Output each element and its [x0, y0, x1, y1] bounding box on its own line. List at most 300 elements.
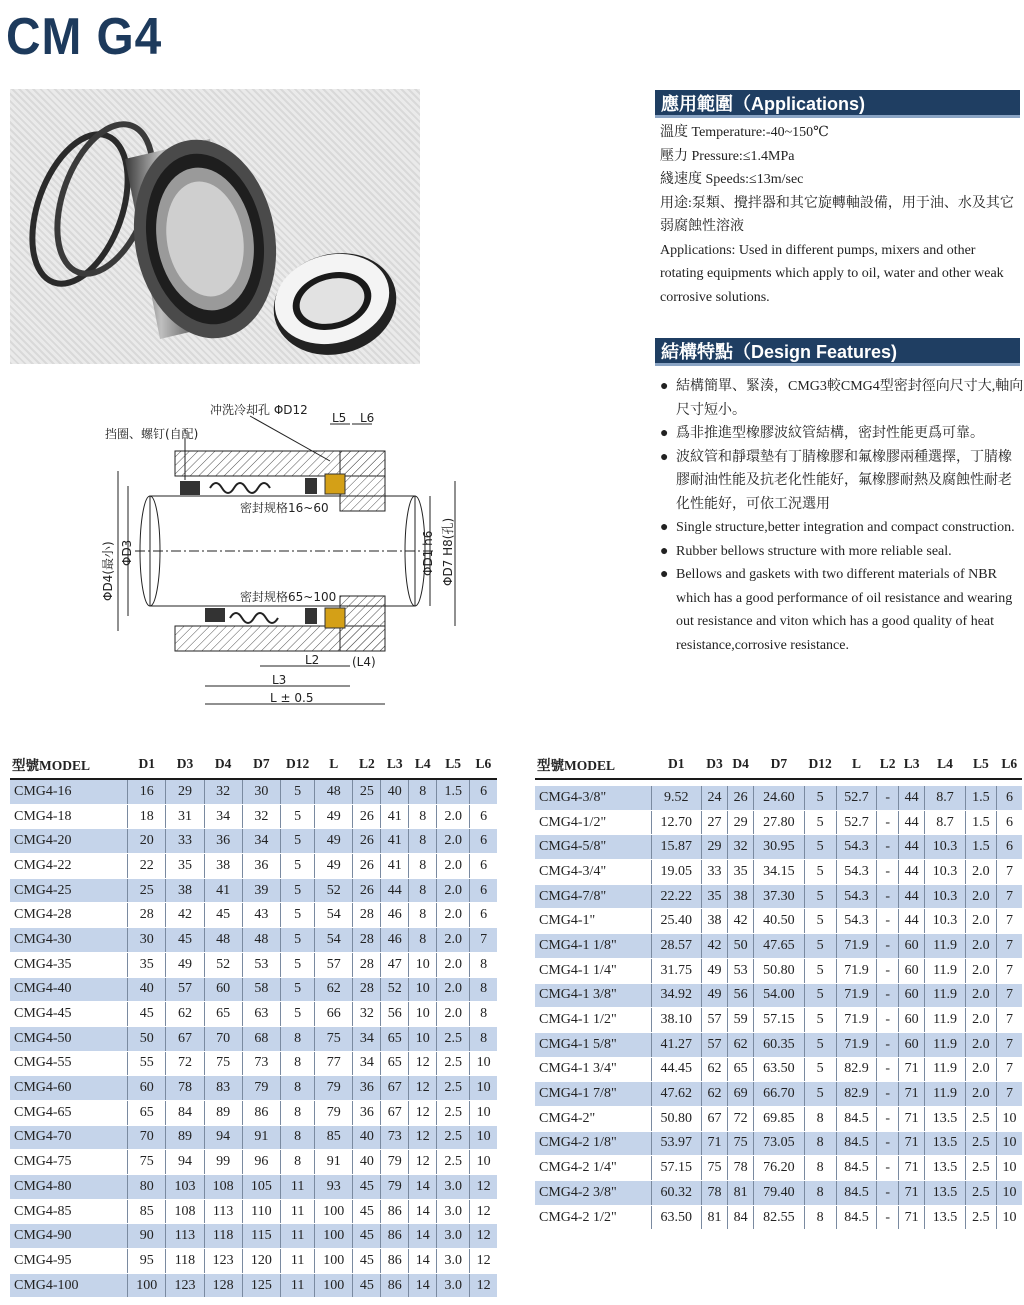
value-cell: 65 [204, 1002, 242, 1027]
model-cell: CMG4-3/4" [535, 860, 651, 885]
value-cell: 84.5 [836, 1205, 877, 1230]
value-cell: 28 [353, 903, 381, 928]
value-cell: 2.5 [437, 1150, 470, 1175]
value-cell: 71 [899, 1106, 925, 1131]
value-cell: 5 [804, 884, 836, 909]
table-row [10, 1076, 497, 1101]
label-L3: L3 [272, 673, 287, 687]
value-cell: 54 [315, 903, 353, 928]
value-cell: 49 [701, 983, 727, 1008]
usage-cn: 用途:泵類、攪拌器和其它旋轉軸設備，用于油、水及其它弱腐蝕性溶液 [660, 195, 1014, 234]
value-cell: 11.9 [925, 958, 966, 983]
table-row [10, 878, 497, 903]
value-cell: 71.9 [836, 934, 877, 959]
value-cell: 89 [166, 1125, 204, 1150]
value-cell: 48 [204, 928, 242, 953]
value-cell: 8 [804, 1181, 836, 1206]
value-cell: 52.7 [836, 810, 877, 835]
column-header: L [836, 750, 877, 779]
value-cell: 13.5 [925, 1106, 966, 1131]
table-row [535, 983, 1022, 1008]
value-cell: 85 [128, 1199, 166, 1224]
value-cell: 79.40 [754, 1181, 804, 1206]
value-cell: 6 [470, 804, 497, 829]
bullet-icon: ● [660, 567, 669, 582]
value-cell: 78 [166, 1076, 204, 1101]
table-row [10, 928, 497, 953]
value-cell: 10.3 [925, 835, 966, 860]
table-header-row [535, 750, 1022, 779]
value-cell: 30 [242, 779, 280, 804]
label-D1: ΦD1 h6 [421, 530, 435, 576]
value-cell: 8.7 [925, 786, 966, 810]
table-row [535, 1205, 1022, 1230]
value-cell: 35 [166, 854, 204, 879]
value-cell: 28 [353, 928, 381, 953]
value-cell: 44 [381, 878, 409, 903]
value-cell: 43 [242, 903, 280, 928]
value-cell: 1.5 [437, 779, 470, 804]
value-cell: 10 [409, 977, 437, 1002]
column-header: L3 [899, 750, 925, 779]
value-cell: 91 [315, 1150, 353, 1175]
bullet-icon: ● [660, 520, 669, 535]
value-cell: 25.40 [651, 909, 701, 934]
model-cell: CMG4-45 [10, 1002, 128, 1027]
usage-en: Applications: Used in different pumps, mixers and other rotating equipments which apply to oil, water and other weak corrosive solutions. [660, 242, 1004, 305]
value-cell: 103 [166, 1175, 204, 1200]
product-photo [10, 89, 420, 364]
column-header: L2 [877, 750, 899, 779]
value-cell: 60.35 [754, 1032, 804, 1057]
value-cell: 10 [470, 1150, 497, 1175]
model-cell: CMG4-75 [10, 1150, 128, 1175]
value-cell: 6 [996, 810, 1022, 835]
value-cell: 60 [899, 1008, 925, 1033]
value-cell: 95 [128, 1249, 166, 1274]
column-header: L [315, 750, 353, 779]
value-cell: 94 [166, 1150, 204, 1175]
value-cell: 99 [204, 1150, 242, 1175]
speed-line: 綫速度 Speeds:≤13m/sec [660, 172, 804, 187]
value-cell: 2.0 [965, 884, 996, 909]
value-cell: 13.5 [925, 1131, 966, 1156]
value-cell: - [877, 909, 899, 934]
value-cell: 2.0 [965, 1032, 996, 1057]
value-cell: 5 [804, 1057, 836, 1082]
value-cell: 84.5 [836, 1131, 877, 1156]
value-cell: 45 [353, 1175, 381, 1200]
value-cell: 79 [381, 1150, 409, 1175]
value-cell: 113 [204, 1199, 242, 1224]
table-row [535, 958, 1022, 983]
label-L6: L6 [360, 411, 375, 425]
column-header: D12 [804, 750, 836, 779]
value-cell: - [877, 1057, 899, 1082]
value-cell: 50.80 [754, 958, 804, 983]
value-cell: 40 [128, 977, 166, 1002]
value-cell: 33 [166, 829, 204, 854]
value-cell: 3.0 [437, 1249, 470, 1274]
value-cell: 59 [728, 1008, 754, 1033]
feature-text: Single structure,better integration and compact construction. [676, 520, 1015, 535]
value-cell: 8 [470, 952, 497, 977]
value-cell: 50.80 [651, 1106, 701, 1131]
value-cell: 100 [315, 1249, 353, 1274]
page-title: CM G4 [6, 8, 163, 66]
model-cell: CMG4-18 [10, 804, 128, 829]
value-cell: 108 [166, 1199, 204, 1224]
value-cell: 2.0 [437, 1002, 470, 1027]
value-cell: 25 [353, 779, 381, 804]
value-cell: 8 [281, 1051, 315, 1076]
value-cell: 75 [701, 1156, 727, 1181]
value-cell: 41 [381, 829, 409, 854]
table-row [535, 1057, 1022, 1082]
table-row [10, 804, 497, 829]
value-cell: 37.30 [754, 884, 804, 909]
model-cell: CMG4-1 3/4" [535, 1057, 651, 1082]
value-cell: 86 [381, 1199, 409, 1224]
column-header: D3 [701, 750, 727, 779]
value-cell: 5 [804, 1032, 836, 1057]
value-cell: 32 [353, 1002, 381, 1027]
applications-heading: 應用範圍（Applications) [655, 90, 1020, 118]
value-cell: 40 [353, 1125, 381, 1150]
value-cell: 41.27 [651, 1032, 701, 1057]
value-cell: 100 [315, 1224, 353, 1249]
value-cell: 2.0 [965, 1057, 996, 1082]
value-cell: 35 [728, 860, 754, 885]
value-cell: 2.0 [437, 854, 470, 879]
table-row [10, 903, 497, 928]
value-cell: 62 [701, 1057, 727, 1082]
value-cell: 34 [204, 804, 242, 829]
value-cell: 34 [353, 1051, 381, 1076]
value-cell: 100 [315, 1273, 353, 1298]
model-cell: CMG4-85 [10, 1199, 128, 1224]
feature-text: Rubber bellows structure with more reliable seal. [676, 543, 952, 559]
table-row [10, 952, 497, 977]
value-cell: 71.9 [836, 958, 877, 983]
value-cell: 28 [353, 952, 381, 977]
label-L: L ± 0.5 [270, 691, 314, 705]
value-cell: 45 [353, 1273, 381, 1298]
value-cell: 57 [166, 977, 204, 1002]
value-cell: 5 [281, 878, 315, 903]
value-cell: 75 [728, 1131, 754, 1156]
value-cell: 118 [166, 1249, 204, 1274]
value-cell: 10.3 [925, 884, 966, 909]
value-cell: 10 [470, 1100, 497, 1125]
value-cell: 73 [242, 1051, 280, 1076]
value-cell: 71 [899, 1156, 925, 1181]
value-cell: 1.5 [965, 810, 996, 835]
value-cell: 48 [315, 779, 353, 804]
value-cell: 49 [166, 952, 204, 977]
value-cell: 44 [899, 835, 925, 860]
value-cell: 86 [381, 1224, 409, 1249]
value-cell: 65 [381, 1026, 409, 1051]
value-cell: 54.3 [836, 884, 877, 909]
value-cell: 2.5 [437, 1051, 470, 1076]
value-cell: 26 [353, 829, 381, 854]
value-cell: 13.5 [925, 1156, 966, 1181]
value-cell: 12 [409, 1150, 437, 1175]
value-cell: 13.5 [925, 1205, 966, 1230]
value-cell: 10 [470, 1076, 497, 1101]
table-row [10, 977, 497, 1002]
value-cell: 82.55 [754, 1205, 804, 1230]
value-cell: 24.60 [754, 786, 804, 810]
value-cell: 52.7 [836, 786, 877, 810]
value-cell: 2.5 [437, 1100, 470, 1125]
value-cell: - [877, 958, 899, 983]
table-header-row [10, 750, 497, 779]
value-cell: - [877, 1032, 899, 1057]
column-header: D12 [281, 750, 315, 779]
value-cell: 5 [281, 779, 315, 804]
value-cell: - [877, 810, 899, 835]
value-cell: 50 [128, 1026, 166, 1051]
value-cell: 47.62 [651, 1082, 701, 1107]
value-cell: - [877, 786, 899, 810]
value-cell: 60 [899, 958, 925, 983]
value-cell: 56 [381, 1002, 409, 1027]
value-cell: 52 [381, 977, 409, 1002]
feature-text: 結構簡單、緊湊，CMG3較CMG4型密封徑向尺寸大,軸向尺寸短小。 [676, 379, 1024, 418]
value-cell: 105 [242, 1175, 280, 1200]
value-cell: 45 [166, 928, 204, 953]
value-cell: 29 [166, 779, 204, 804]
value-cell: 12 [470, 1224, 497, 1249]
value-cell: 2.0 [437, 829, 470, 854]
table-row [10, 1224, 497, 1249]
value-cell: 113 [166, 1224, 204, 1249]
value-cell: 42 [728, 909, 754, 934]
model-cell: CMG4-50 [10, 1026, 128, 1051]
value-cell: 9.52 [651, 786, 701, 810]
model-cell: CMG4-65 [10, 1100, 128, 1125]
value-cell: 53 [242, 952, 280, 977]
model-cell: CMG4-2 1/8" [535, 1131, 651, 1156]
value-cell: 15.87 [651, 835, 701, 860]
value-cell: 47.65 [754, 934, 804, 959]
column-header: D7 [242, 750, 280, 779]
value-cell: 27 [701, 810, 727, 835]
column-header: L3 [381, 750, 409, 779]
value-cell: 2.5 [437, 1125, 470, 1150]
value-cell: 2.0 [437, 977, 470, 1002]
value-cell: 38 [166, 878, 204, 903]
value-cell: 33 [701, 860, 727, 885]
value-cell: - [877, 860, 899, 885]
value-cell: 48 [242, 928, 280, 953]
value-cell: 57 [701, 1008, 727, 1033]
table-row [535, 810, 1022, 835]
value-cell: 79 [242, 1076, 280, 1101]
value-cell: 78 [701, 1181, 727, 1206]
value-cell: 57 [701, 1032, 727, 1057]
value-cell: 2.0 [965, 934, 996, 959]
value-cell: 110 [242, 1199, 280, 1224]
value-cell: 73.05 [754, 1131, 804, 1156]
value-cell: 2.0 [437, 928, 470, 953]
value-cell: 40.50 [754, 909, 804, 934]
value-cell: 125 [242, 1273, 280, 1298]
model-cell: CMG4-25 [10, 878, 128, 903]
table-row [10, 1051, 497, 1076]
value-cell: 7 [996, 1008, 1022, 1033]
value-cell: 44 [899, 909, 925, 934]
model-cell: CMG4-30 [10, 928, 128, 953]
column-header: D1 [128, 750, 166, 779]
column-header: D4 [204, 750, 242, 779]
value-cell: 5 [804, 983, 836, 1008]
value-cell: 2.5 [965, 1205, 996, 1230]
value-cell: 71 [899, 1181, 925, 1206]
model-cell: CMG4-2 3/8" [535, 1181, 651, 1206]
value-cell: 93 [315, 1175, 353, 1200]
value-cell: 36 [242, 854, 280, 879]
value-cell: 71 [899, 1205, 925, 1230]
value-cell: - [877, 1156, 899, 1181]
value-cell: 2.0 [437, 804, 470, 829]
value-cell: 34 [242, 829, 280, 854]
table-row [10, 1150, 497, 1175]
value-cell: 32 [204, 779, 242, 804]
value-cell: 29 [701, 835, 727, 860]
value-cell: 26 [353, 804, 381, 829]
value-cell: 36 [353, 1100, 381, 1125]
value-cell: 120 [242, 1249, 280, 1274]
value-cell: 12 [470, 1249, 497, 1274]
model-cell: CMG4-60 [10, 1076, 128, 1101]
value-cell: 46 [381, 928, 409, 953]
value-cell: 14 [409, 1249, 437, 1274]
value-cell: 5 [804, 1082, 836, 1107]
value-cell: 11.9 [925, 1057, 966, 1082]
value-cell: 10 [996, 1106, 1022, 1131]
value-cell: 91 [242, 1125, 280, 1150]
value-cell: 71 [899, 1082, 925, 1107]
model-cell: CMG4-1 1/4" [535, 958, 651, 983]
column-header: L2 [353, 750, 381, 779]
value-cell: 56 [728, 983, 754, 1008]
feature-text: 波紋管和靜環墊有丁腈橡膠和氟橡膠兩種選擇，丁腈橡膠耐油性能及抗老化性能好，氟橡膠耐熱及腐蝕性耐老化性能好，可依工況選用 [676, 449, 1012, 512]
value-cell: - [877, 884, 899, 909]
table-row [535, 860, 1022, 885]
table-row [535, 1032, 1022, 1057]
value-cell: 28 [128, 903, 166, 928]
value-cell: 108 [204, 1175, 242, 1200]
value-cell: 80 [128, 1175, 166, 1200]
value-cell: 3.0 [437, 1199, 470, 1224]
value-cell: 54.3 [836, 909, 877, 934]
value-cell: 5 [281, 952, 315, 977]
value-cell: 12.70 [651, 810, 701, 835]
value-cell: - [877, 1205, 899, 1230]
value-cell: 100 [315, 1199, 353, 1224]
model-cell: CMG4-1" [535, 909, 651, 934]
value-cell: 14 [409, 1199, 437, 1224]
value-cell: 38 [204, 854, 242, 879]
value-cell: 7 [996, 958, 1022, 983]
value-cell: 32 [242, 804, 280, 829]
value-cell: 45 [353, 1249, 381, 1274]
value-cell: 41 [204, 878, 242, 903]
value-cell: 71.9 [836, 1008, 877, 1033]
value-cell: 38 [701, 909, 727, 934]
value-cell: 63 [242, 1002, 280, 1027]
value-cell: - [877, 1082, 899, 1107]
value-cell: 40 [381, 779, 409, 804]
value-cell: 72 [728, 1106, 754, 1131]
value-cell: 8.7 [925, 810, 966, 835]
label-D3: ΦD3 [120, 539, 134, 566]
value-cell: 44 [899, 786, 925, 810]
value-cell: 62 [315, 977, 353, 1002]
value-cell: 11.9 [925, 983, 966, 1008]
label-L4: (L4) [352, 655, 376, 669]
value-cell: 14 [409, 1175, 437, 1200]
value-cell: 7 [996, 1032, 1022, 1057]
model-cell: CMG4-2" [535, 1106, 651, 1131]
value-cell: 49 [315, 804, 353, 829]
feature-text: 爲非推進型橡膠波紋管結構，密封性能更爲可靠。 [676, 426, 984, 441]
value-cell: 10 [996, 1205, 1022, 1230]
model-cell: CMG4-2 1/2" [535, 1205, 651, 1230]
value-cell: 63.50 [754, 1057, 804, 1082]
column-header: L6 [996, 750, 1022, 779]
applications-text [660, 121, 1020, 309]
value-cell: 44.45 [651, 1057, 701, 1082]
value-cell: 75 [315, 1026, 353, 1051]
value-cell: 8 [804, 1131, 836, 1156]
model-cell: CMG4-7/8" [535, 884, 651, 909]
value-cell: 7 [996, 909, 1022, 934]
value-cell: 10 [409, 952, 437, 977]
value-cell: 14 [409, 1224, 437, 1249]
bullet-icon: ● [660, 543, 669, 559]
value-cell: 22 [128, 854, 166, 879]
table-row [535, 934, 1022, 959]
value-cell: 71.9 [836, 1032, 877, 1057]
value-cell: 2.5 [965, 1181, 996, 1206]
value-cell: 52 [204, 952, 242, 977]
value-cell: 36 [353, 1076, 381, 1101]
value-cell: 44 [899, 860, 925, 885]
table-row [10, 1026, 497, 1051]
value-cell: 7 [996, 934, 1022, 959]
value-cell: 16 [128, 779, 166, 804]
value-cell: 6 [470, 779, 497, 804]
model-cell: CMG4-1/2" [535, 810, 651, 835]
value-cell: 34 [353, 1026, 381, 1051]
model-cell: CMG4-28 [10, 903, 128, 928]
model-cell: CMG4-95 [10, 1249, 128, 1274]
value-cell: 41 [381, 804, 409, 829]
value-cell: 12 [409, 1051, 437, 1076]
value-cell: 46 [381, 903, 409, 928]
table-row [10, 1002, 497, 1027]
value-cell: 68 [242, 1026, 280, 1051]
value-cell: 11.9 [925, 1032, 966, 1057]
model-cell: CMG4-70 [10, 1125, 128, 1150]
value-cell: 18 [128, 804, 166, 829]
model-cell: CMG4-1 1/2" [535, 1008, 651, 1033]
column-header: D1 [651, 750, 701, 779]
